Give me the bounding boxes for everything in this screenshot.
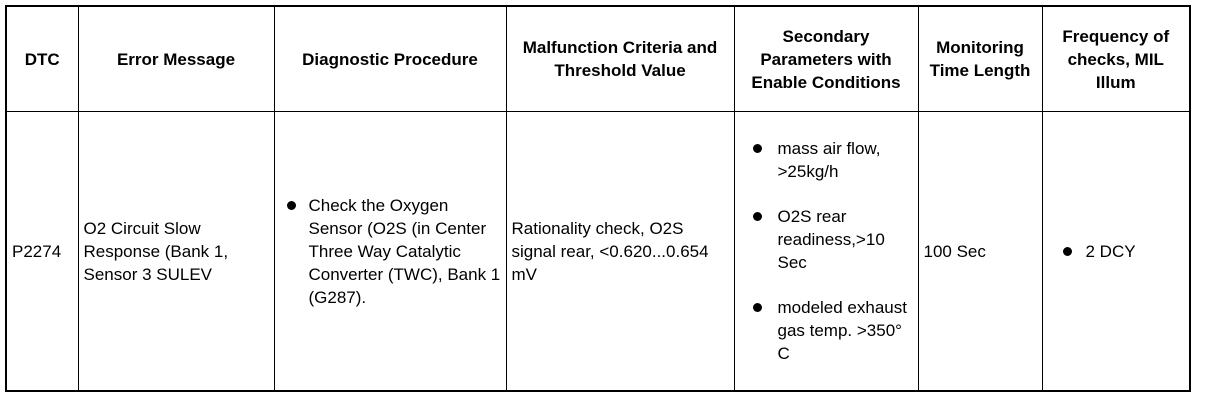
header-monitoring-time: Monitoring Time Length — [918, 6, 1042, 112]
cell-frequency — [1042, 112, 1190, 392]
parameter-item: O2S rear readiness,>10 Sec — [740, 205, 914, 274]
dtc-table — [5, 5, 1191, 392]
header-dtc: DTC — [6, 6, 78, 112]
parameter-item: modeled exhaust gas temp. >350° C — [740, 296, 914, 365]
cell-dtc: P2274 — [6, 112, 78, 392]
header-secondary-parameters: Secondary Parameters with Enable Conditions — [734, 6, 918, 112]
cell-secondary-parameters — [734, 112, 918, 392]
table-row — [6, 112, 1190, 392]
header-error-message: Error Message — [78, 6, 274, 112]
cell-diagnostic-procedure — [274, 112, 506, 392]
parameter-item: mass air flow, >25kg/h — [740, 137, 914, 183]
header-diagnostic-procedure: Diagnostic Procedure — [274, 6, 506, 112]
cell-error-message: O2 Circuit Slow Response (Bank 1, Sensor 3 SULEV — [78, 112, 274, 392]
cell-malfunction-criteria: Rationality check, O2S signal rear, <0.620...0.654 mV — [506, 112, 734, 392]
frequency-item: 2 DCY — [1048, 240, 1186, 263]
header-row — [6, 6, 1190, 112]
header-malfunction-criteria: Malfunction Criteria and Threshold Value — [506, 6, 734, 112]
header-frequency: Frequency of checks, MIL Illum — [1042, 6, 1190, 112]
cell-monitoring-time: 100 Sec — [918, 112, 1042, 392]
procedure-item: Check the Oxygen Sensor (O2S (in Center Three Way Catalytic Converter (TWC), Bank 1 (G287). — [280, 194, 502, 309]
